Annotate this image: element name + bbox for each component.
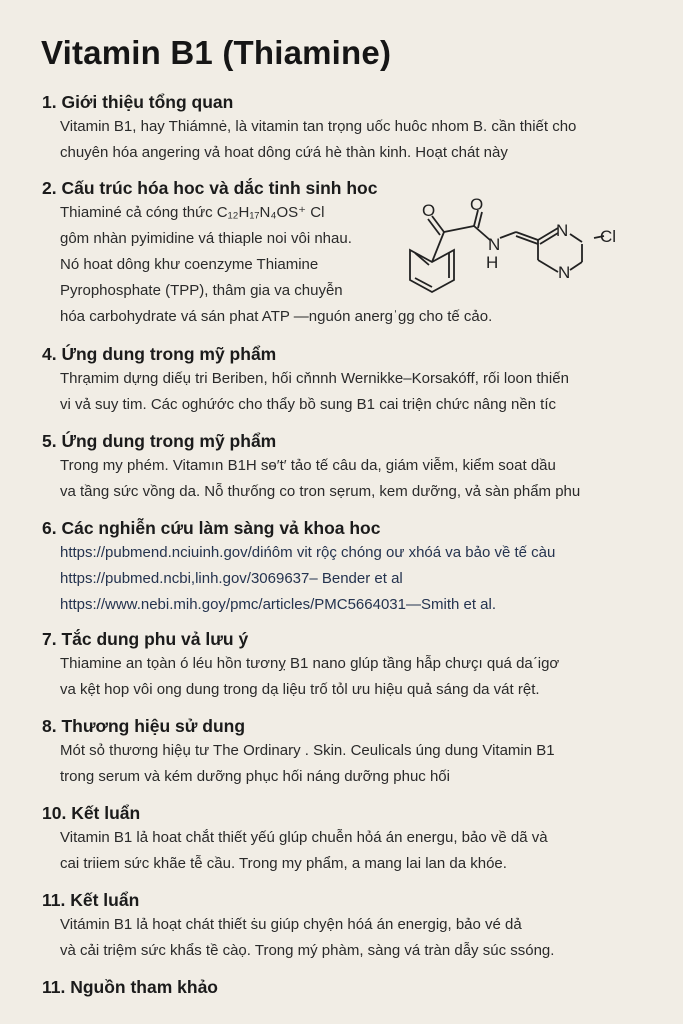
paragraph-line: hóa carbohydrate vá sán phat ATP —nguón anergˈgg cho tế cảo.	[60, 308, 493, 325]
paragraph-line: gôm nhàn pyimidine vá thiaple noi vôi nhau.	[60, 230, 352, 247]
section-side-effects	[42, 627, 672, 703]
atom-label: H	[486, 253, 499, 272]
atom-label: N	[556, 221, 569, 240]
paragraph-line: Vitamin B1, hay Thiámnė, là vitamin tan trọng uốc huôc nhom B. cần thiết cho	[60, 118, 577, 135]
carbonyl-bond	[478, 212, 482, 228]
page-title: Vitamin B1 (Thiamine)	[41, 34, 392, 71]
section-heading: 4. Ứng dung trong mỹ phẩm	[42, 344, 277, 364]
section-references	[42, 975, 672, 999]
atom-label: O	[422, 201, 436, 220]
section-body	[42, 912, 672, 964]
atom-label: N	[558, 263, 571, 282]
bond	[500, 232, 516, 238]
reference-link[interactable]: https://www.nebi.mih.goy/pmc/articles/PMC5664031—Smith et al.	[60, 596, 497, 613]
section-introduction	[42, 90, 672, 166]
section-heading: 11. Kết luẩn	[42, 890, 140, 910]
section-conclusion-2	[42, 888, 672, 964]
section-heading: 2. Cấu trúc hóa hoc và dắc tinh sinh hoc	[42, 178, 378, 198]
bond	[444, 226, 474, 232]
bond	[516, 232, 538, 240]
section-body	[42, 114, 672, 166]
section-heading: 1. Giới thiệu tổng quan	[42, 92, 234, 112]
section-conclusion	[42, 801, 672, 877]
section-heading: 5. Ứng dung trong mỹ phẩm	[42, 431, 277, 451]
section-heading: 11. Nguồn tham khảo	[42, 977, 218, 997]
double-bond	[516, 236, 538, 244]
paragraph-line: cai triiem sức khãe tễ cầu. Trong my phẩm, a mang lai lan da khóe.	[60, 855, 507, 872]
double-bond	[415, 278, 432, 287]
atom-label: Cl	[600, 227, 617, 246]
paragraph-line: va tầng sức vồng da. Nỗ thưống co tron sẹrum, kem dưỡng, vả sàn phẩm phu	[60, 483, 581, 500]
paragraph-line: Nó hoat dông khư coenzyme Thiamine	[60, 256, 319, 273]
paragraph-line: và cải triệm sức khẩs tề càọ. Trong mý phàm, sàng vá tràn dẫy súc ssóng.	[60, 942, 555, 959]
atom-label: O	[470, 195, 484, 214]
paragraph-line: va kệt hop vôi ong dung trong dạ liệu trố tỏl ưu hiệu quả sáng da vát rệt.	[60, 681, 540, 698]
bond	[570, 234, 582, 242]
chemical-structure-diagram	[398, 192, 648, 314]
section-brands	[42, 714, 672, 790]
bond	[538, 260, 558, 272]
section-medical-use	[42, 342, 672, 418]
atom-label: N	[488, 235, 501, 254]
paragraph-line: Thiamine an tọàn ó léu hồn tươnỵ B1 nano glúp tầng hẫp chưçı quá daˊigơ	[60, 655, 560, 672]
section-body	[42, 738, 672, 790]
paragraph-line: Trong my phém. Vitamın B1H sɵ′t′ tảo tế câu da, giám viễm, kiểm soat dầu	[60, 457, 556, 474]
bond	[570, 262, 582, 270]
bond	[432, 232, 444, 262]
paragraph-line: chuyên hóa angering vả hoat dông cứá hè thàn kinh. Hoạt chát này	[60, 144, 508, 161]
section-cosmetic-use	[42, 429, 672, 505]
benzene-ring	[410, 250, 454, 292]
section-heading: 6. Các nghiễn cứu làm sàng vả khoa hoc	[42, 518, 381, 538]
reference-link[interactable]: https://pubmend.nciuinh.gov/dińôm vit rộç chóng oư xhóá va bảo về tế càu	[60, 544, 556, 561]
section-heading: 10. Kết luẩn	[42, 803, 141, 823]
section-body	[42, 540, 672, 618]
paragraph-line: Pyrophosphate (TPP), thâm gia va chuyễn	[60, 282, 343, 299]
paragraph-line: vi vả suy tim. Các oghứớc cho thẩy bồ sung B1 cai triện chức nâng nền tíc	[60, 396, 557, 413]
paragraph-line: trong serum và kém dưỡng phục hối náng dưỡng phuc hối	[60, 768, 450, 785]
carbonyl-bond	[428, 219, 440, 235]
paragraph-line: Vitamin B1 lả hoat chắt thiết yếú glúp chuễn hỏá án energu, bảo về dã và	[60, 829, 548, 846]
reference-link[interactable]: https://pubmed.ncbi,linh.gov/3069637– Bender et al	[60, 570, 403, 587]
paragraph-line: Thiaminé cả cóng thức C₁₂H₁₇N₄OS⁺ Cl	[60, 204, 325, 221]
section-heading: 8. Thương hiệu sử dung	[42, 716, 246, 736]
section-heading: 7. Tắc dung phu vả lưu ý	[42, 629, 249, 649]
section-body	[42, 825, 672, 877]
section-body	[42, 453, 672, 505]
paragraph-line: Thrạmim dựng diếụ tri Beriben, hối cňnnh Wernikke–Korsakóff, rối loon thiến	[60, 370, 569, 387]
paragraph-line: Vitámin B1 lả hoạt chát thiết ṡu giúp chyện hóá án energig, bảo vé dả	[60, 916, 522, 933]
section-research	[42, 516, 672, 618]
paragraph-line: Mót sỏ thương hiệụ tư The Ordinary . Skin. Ceulicals úng dung Vitamin B1	[60, 742, 555, 759]
section-body	[42, 366, 672, 418]
section-body	[42, 651, 672, 703]
